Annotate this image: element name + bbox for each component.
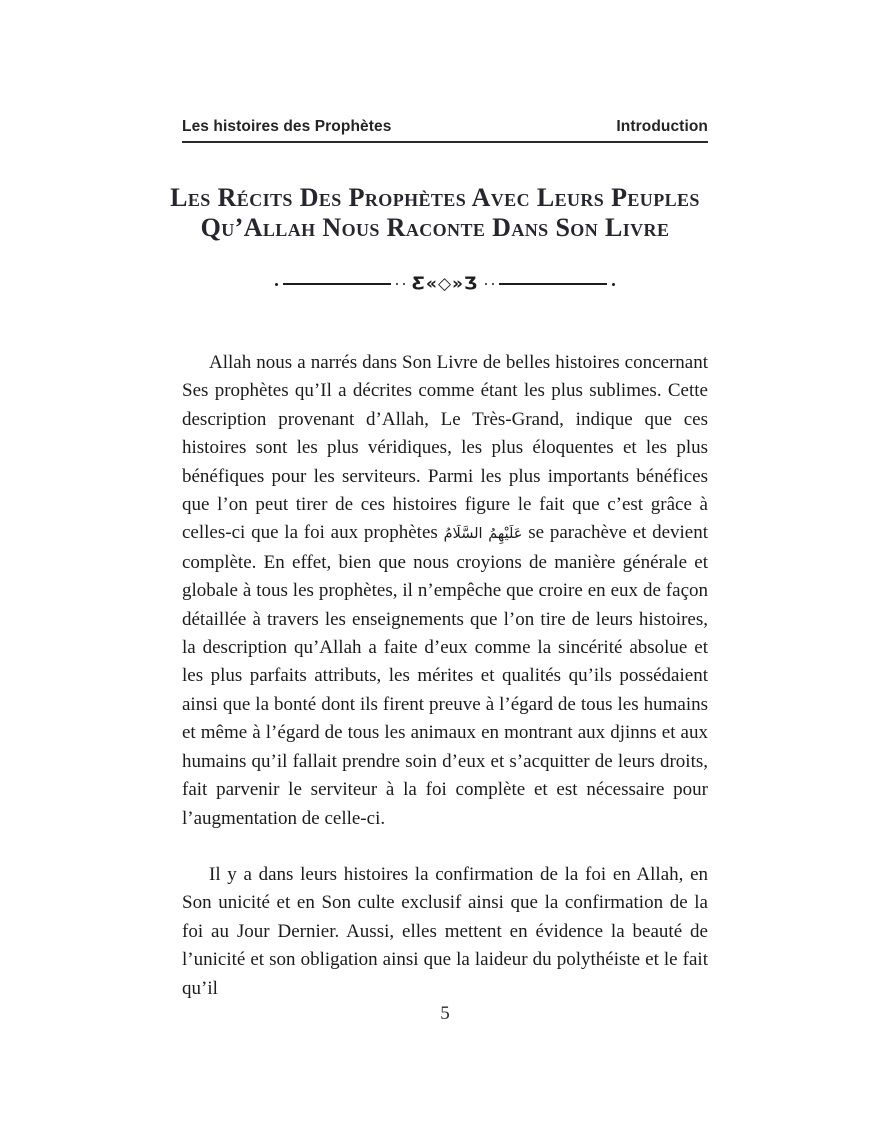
- ornament-dot-icon: [275, 283, 278, 286]
- paragraph-1-text-before: Allah nous a narrés dans Son Livre de belles histoires concernant Ses prophètes qu’Il a décrites comme étant les plus sublimes. Cette description provenant d’Allah, Le Très-Grand, indique que ces histoires sont les plus véridiques, les plus éloquentes et les plus bénéfiques pour les serviteurs. Parmi les plus importants bénéfices que l’on peut tirer de ces histoires figure le fait que c’est grâce à celles-ci que la foi aux prophètes: [182, 352, 708, 544]
- paragraph-1: [182, 349, 708, 833]
- ornament-dot-icon: [403, 283, 405, 285]
- paragraph-2: Il y a dans leurs histoires la confirmation de la foi en Allah, en Son unicité et en Son culte exclusif ainsi que la confirmation de la foi au Jour Dernier. Aussi, elles mettent en évidence la beauté de l’unicité et son obligation ainsi que la laideur du polythéiste et le fait qu’il: [182, 863, 708, 999]
- arabic-honorific: عَلَيْهِمُ السَّلَامُ: [443, 526, 523, 543]
- ornament-dot-icon: [492, 283, 494, 285]
- page-title: [131, 183, 739, 243]
- ornament-dot-icon: [485, 283, 487, 285]
- paragraph-1-text-after: se parachève et devient complète. En effet, bien que nous croyions de manière générale et globale à tous les prophètes, il n’empêche que croire en eux de façon détaillée à travers les enseignements que l’on tire de leurs histoires, la description qu’Allah a faite d’eux comme la sincérité absolue et les plus parfaits attributs, les mérites et qualités qu’ils possédaient ainsi que la bonté dont ils firent preuve à l’égard de tous les humains et même à l’égard de tous les animaux en montrant aux djinns et aux humains qu’il fallait prendre soin d’eux et s’acquitter de leurs droits, fait parvenir le serviteur à la foi complète et est nécessaire pour l’augmentation de celle-ci.: [182, 522, 709, 829]
- ornament-divider-icon: [182, 272, 708, 296]
- page-title-line-1: Les Récits Des Prophètes Avec Leurs Peuples: [170, 183, 700, 212]
- ornament-dot-icon: [396, 283, 398, 285]
- body-text: [182, 349, 708, 1003]
- page-title-line-2: Qu’Allah Nous Raconte Dans Son Livre: [200, 213, 670, 242]
- ornament-center-icon: Ƹ«◇»Ʒ: [411, 273, 479, 294]
- running-header-right: Introduction: [616, 118, 708, 135]
- page-number: 5: [440, 1003, 450, 1024]
- running-header-left: Les histoires des Prophètes: [182, 118, 392, 135]
- ornament-line-icon: [499, 283, 607, 285]
- ornament-line-icon: [283, 283, 391, 285]
- running-header: [182, 118, 708, 143]
- ornament-dot-icon: [612, 283, 615, 286]
